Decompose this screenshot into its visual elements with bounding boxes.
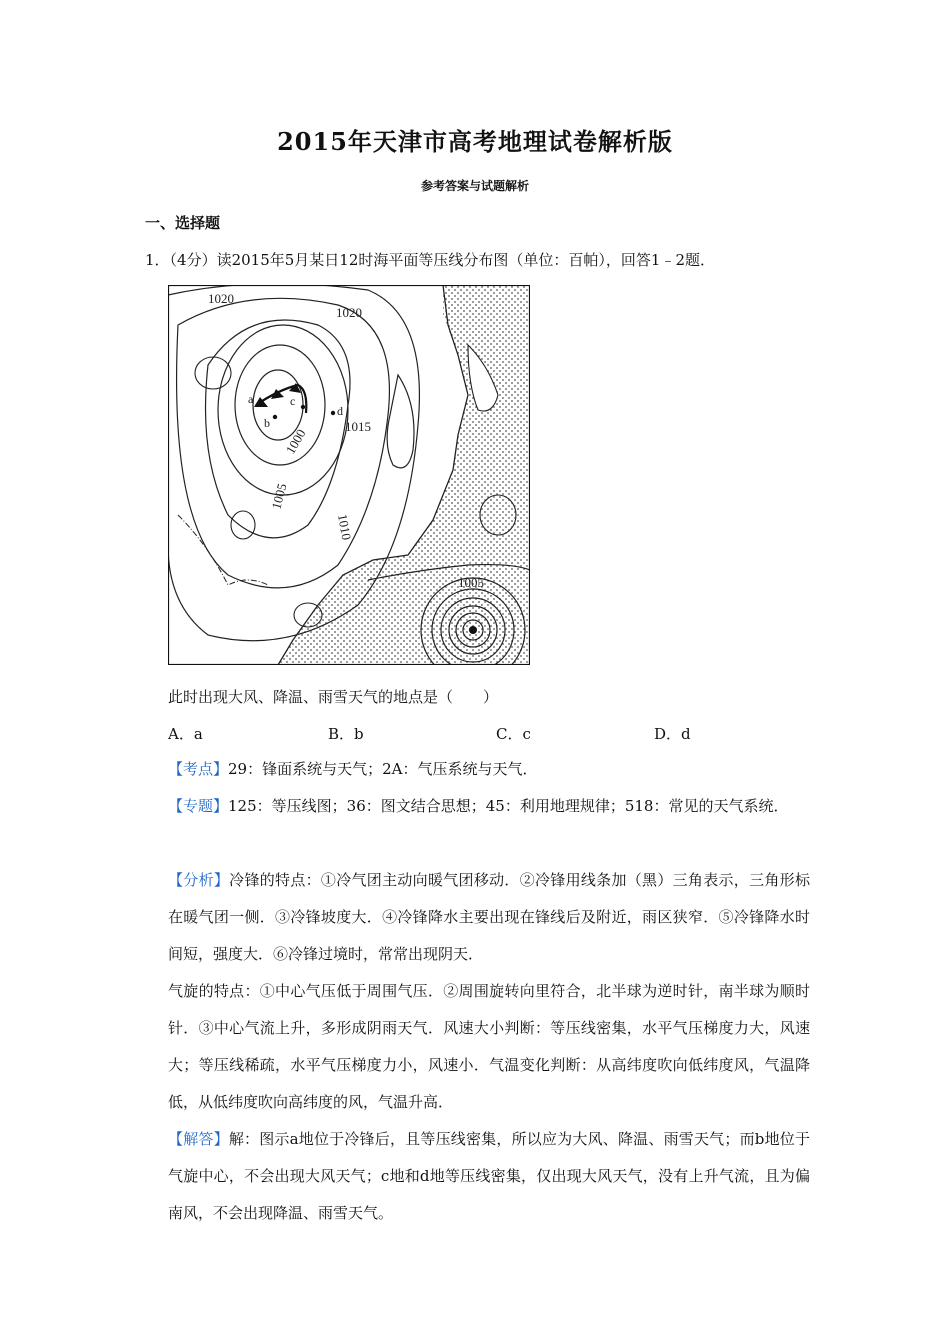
page-title: 2015年天津市高考地理试卷解析版 — [277, 127, 673, 156]
point-label-b: b — [264, 416, 270, 430]
jieda-paragraph — [168, 1121, 810, 1232]
jieda-text: 解：图示a地位于冷锋后，且等压线密集，所以应为大风、降温、雨雪天气；而b地位于气旋中心，不会出现大风天气；c地和d地等压线密集，仅出现大风天气，没有上升气流，且为偏南风，不会出现降温、雨雪天气。 — [168, 1130, 810, 1222]
isobar-label-1005-left: 1005 — [268, 481, 290, 511]
option-d[interactable]: D．d — [654, 725, 691, 743]
coastline-peninsula — [387, 375, 414, 468]
point-label-d: d — [337, 404, 343, 418]
page-subtitle: 参考答案与试题解析 — [420, 179, 529, 193]
isobar-label-1010: 1010 — [335, 512, 355, 542]
kaodian-paragraph — [168, 751, 810, 788]
question-prompt: 此时出现大风、降温、雨雪天气的地点是（ ） — [168, 688, 499, 706]
isobar-label-1020-right: 1020 — [336, 305, 362, 320]
option-c[interactable]: C．c — [496, 725, 531, 743]
option-b[interactable]: B．b — [328, 725, 364, 743]
option-a[interactable]: A．a — [168, 725, 203, 743]
isobar-label-1005-typhoon: 1005 — [458, 575, 484, 590]
zhuanti-paragraph — [168, 788, 810, 825]
fenxi-text: 冷锋的特点：①冷气团主动向暖气团移动．②冷锋用线条加（黑）三角表示，三角形标在暖气团一侧．③冷锋坡度大．④冷锋降水主要出现在锋线后及附近，雨区狭窄．⑤冷锋降水时间短，强度大．⑥冷锋过境时，常常出现阴天． — [168, 871, 810, 963]
question-stem: 1．（4分）读2015年5月某日12时海平面等压线分布图（单位：百帕），回答1﹣2题． — [145, 251, 715, 269]
point-label-a: a — [248, 392, 254, 406]
jieda-tag: 【解答】 — [168, 1130, 229, 1148]
cyclone-paragraph: 气旋的特点：①中心气压低于周围气压．②周围旋转向里符合，北半球为逆时针，南半球为顺时针．③中心气流上升，多形成阴雨天气．风速大小判断：等压线密集，水平气压梯度力大，风速大；等压线稀疏，水平气压梯度力小，风速小．气温变化判断：从高纬度吹向低纬度风，气温降低，从低纬度吹向高纬度的风，气温升高． — [168, 982, 810, 1111]
zhuanti-text: 125：等压线图；36：图文结合思想；45：利用地理规律；518：常见的天气系统． — [228, 797, 789, 815]
isobar-label-1000: 1000 — [282, 426, 309, 457]
isobar-label-1020-left: 1020 — [208, 291, 234, 306]
fenxi-paragraph — [168, 862, 810, 973]
isobar-map — [168, 285, 530, 665]
zhuanti-tag: 【专题】 — [168, 797, 229, 815]
answer-options — [168, 723, 768, 743]
isobar-label-1015: 1015 — [345, 419, 371, 434]
section-heading: 一、选择题 — [145, 214, 221, 232]
fenxi-tag: 【分析】 — [168, 871, 230, 889]
kaodian-tag: 【考点】 — [168, 760, 229, 778]
point-label-c: c — [290, 394, 296, 408]
kaodian-text: 29：锋面系统与天气；2A：气压系统与天气． — [228, 760, 538, 778]
